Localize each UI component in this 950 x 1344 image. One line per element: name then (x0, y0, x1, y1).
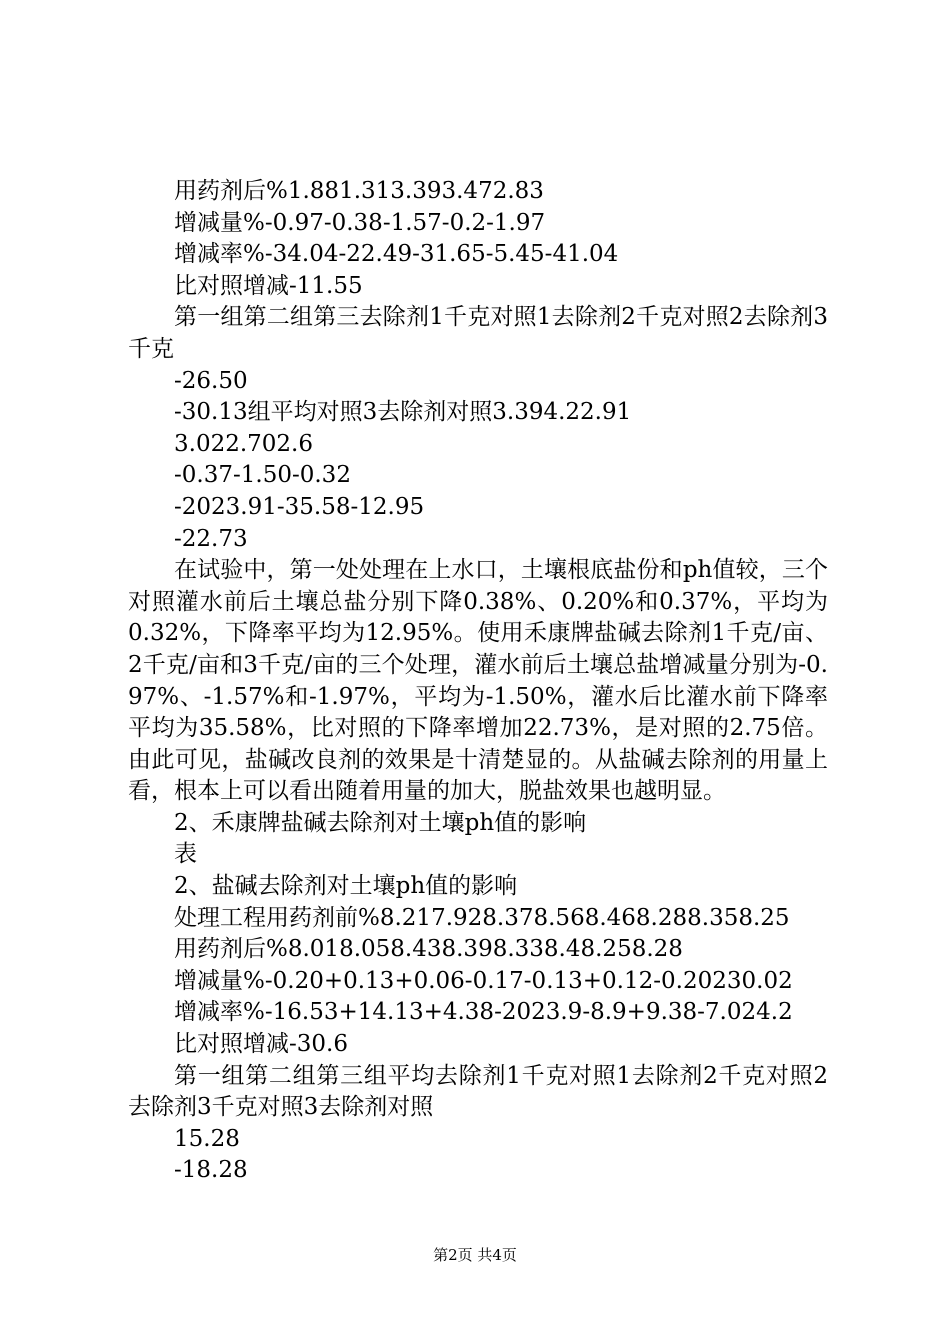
text-line: -2023.91-35.58-12.95 (174, 493, 425, 520)
text-line: 增减率%-16.53+14.13+4.38-2023.9-8.9+9.38-7.024.2 (174, 999, 793, 1026)
text-line: 15.28 (174, 1125, 240, 1152)
text-paragraph: 第一组第二组第三去除剂1千克对照1去除剂2千克对照2去除剂3千克 (128, 304, 828, 362)
text-line: 比对照增减-30.6 (174, 1031, 348, 1058)
page-footer (0, 1246, 950, 1264)
text-line: 3.022.702.6 (174, 430, 313, 457)
text-paragraph: 在试验中，第一处处理在上水口，土壤根底盐份和ph值较，三个对照灌水前后土壤总盐分别下降0.38%、0.20%和0.37%，平均为0.32%，下降率平均为12.95%。使用禾康牌盐碱去除剂1千克/亩、2千克/亩和3千克/亩的三个处理，灌水前后土壤总盐增减量分别为-0.97%、-1.57%和-1.97%，平均为-1.50%，灌水后比灌水前下降率平均为35.58%，比对照的下降率增加22.73%，是对照的2.75倍。由此可见，盐碱改良剂的效果是十清楚显的。从盐碱去除剂的用量上看，根本上可以看出随着用量的加大，脱盐效果也越明显。 (128, 557, 828, 805)
text-line: -26.50 (174, 367, 248, 394)
text-line: 增减量%-0.97-0.38-1.57-0.2-1.97 (174, 209, 546, 236)
page-total: 共4页 (477, 1246, 517, 1264)
text-line: 用药剂后%8.018.058.438.398.338.48.258.28 (174, 936, 683, 963)
text-line: -22.73 (174, 525, 248, 552)
text-line: 处理工程用药剂前%8.217.928.378.568.468.288.358.25 (174, 904, 790, 931)
text-line: -30.13组平均对照3去除剂对照3.394.22.91 (174, 399, 632, 426)
table-caption: 2、盐碱去除剂对土壤ph值的影响 (174, 873, 518, 900)
text-line: 增减率%-34.04-22.49-31.65-5.45-41.04 (174, 241, 619, 268)
text-line: 比对照增减-11.55 (174, 272, 363, 299)
text-line: -18.28 (174, 1157, 248, 1184)
section-heading: 2、禾康牌盐碱去除剂对土壤ph值的影响 (174, 809, 587, 836)
text-line: -0.37-1.50-0.32 (174, 462, 351, 489)
text-line: 增减量%-0.20+0.13+0.06-0.17-0.13+0.12-0.20230.02 (174, 967, 793, 994)
text-paragraph: 第一组第二组第三组平均去除剂1千克对照1去除剂2千克对照2去除剂3千克对照3去除剂对照 (128, 1062, 828, 1121)
text-line: 表 (174, 841, 197, 868)
page-number: 第2页 (433, 1246, 473, 1264)
document-body (128, 176, 828, 1187)
text-line: 用药剂后%1.881.313.393.472.83 (174, 178, 544, 204)
